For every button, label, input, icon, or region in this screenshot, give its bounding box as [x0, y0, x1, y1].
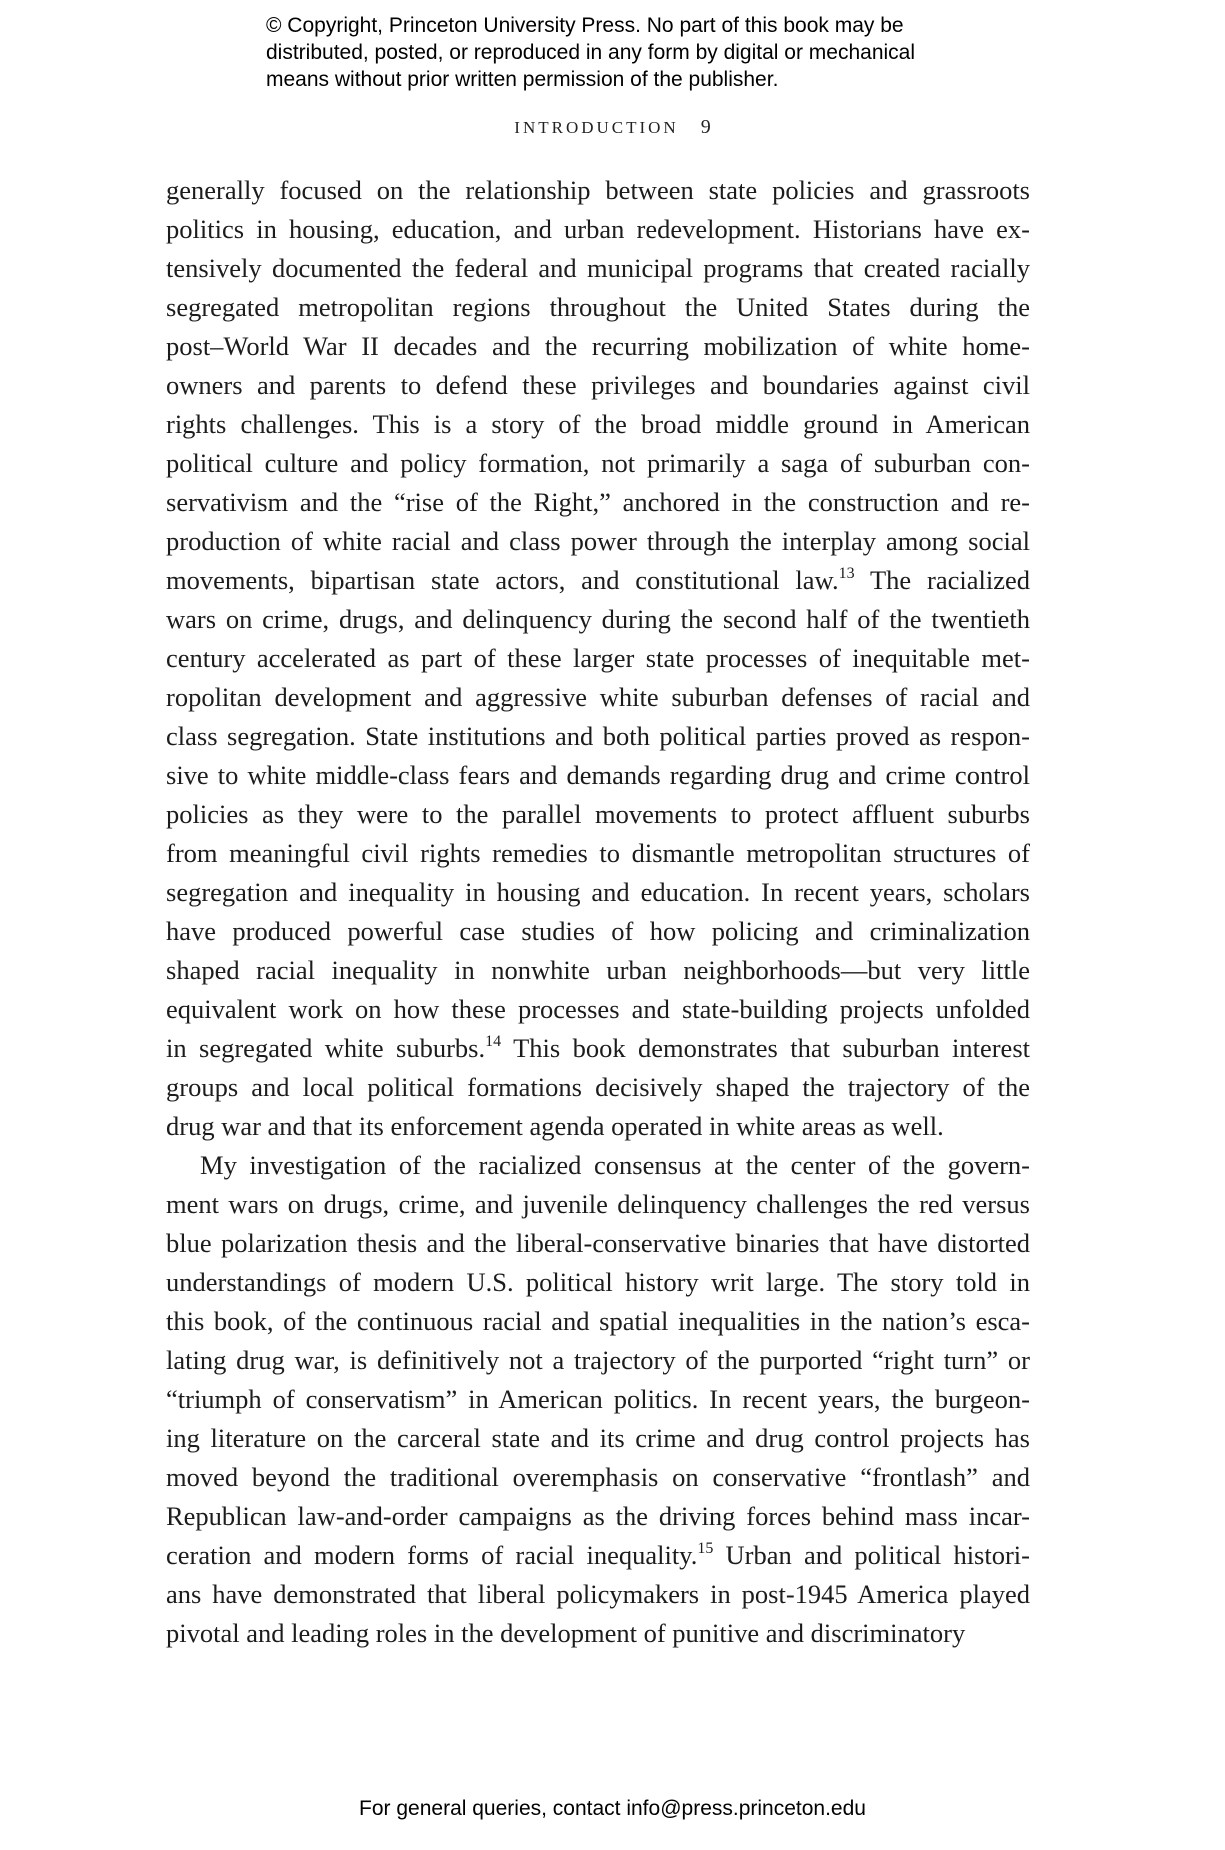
- body-line-text: This book demonstrates that suburban interest: [501, 1033, 1030, 1063]
- copyright-notice: [266, 12, 1026, 93]
- body-line: servativism and the “rise of the Right,” anchored in the construction and re-: [166, 487, 1030, 517]
- body-line: [166, 1029, 1030, 1068]
- body-line: wars on crime, drugs, and delinquency during the second half of the twentieth: [166, 604, 1030, 634]
- body-line: policies as they were to the parallel movements to protect affluent suburbs: [166, 799, 1030, 829]
- body-line: drug war and that its enforcement agenda operated in white areas as well.: [166, 1111, 944, 1141]
- body-line-text: Urban and political histori-: [713, 1540, 1030, 1570]
- footer-contact: For general queries, contact info@press.princeton.edu: [359, 1797, 866, 1820]
- body-line-text: The racialized: [854, 565, 1030, 595]
- body-line: politics in housing, education, and urban redevelopment. Historians have ex-: [166, 214, 1030, 244]
- body-line: ment wars on drugs, crime, and juvenile delinquency challenges the red versus: [166, 1189, 1030, 1219]
- body-line: ropolitan development and aggressive white suburban defenses of racial and: [166, 682, 1030, 712]
- copyright-line: distributed, posted, or reproduced in any form by digital or mechanical: [266, 41, 916, 64]
- body-line: segregation and inequality in housing and education. In recent years, scholars: [166, 877, 1030, 907]
- body-line: owners and parents to defend these privileges and boundaries against civil: [166, 370, 1030, 400]
- body-line: political culture and policy formation, not primarily a saga of suburban con-: [166, 448, 1030, 478]
- body-line: post–World War II decades and the recurring mobilization of white home-: [166, 331, 1030, 361]
- body-line: generally focused on the relationship between state policies and grassroots: [166, 175, 1030, 205]
- body-line: this book, of the continuous racial and spatial inequalities in the nation’s esca-: [166, 1306, 1030, 1336]
- body-line: blue polarization thesis and the liberal-conservative binaries that have distorted: [166, 1228, 1030, 1258]
- body-line: [166, 1536, 1030, 1575]
- footnote-marker: 13: [838, 565, 855, 582]
- body-line: tensively documented the federal and municipal programs that created racially: [166, 253, 1030, 283]
- body-line: My investigation of the racialized consensus at the center of the govern-: [200, 1150, 1030, 1180]
- body-text: [166, 171, 1030, 1653]
- copyright-line: means without prior written permission of the publisher.: [266, 68, 779, 91]
- body-line: have produced powerful case studies of how policing and criminalization: [166, 916, 1030, 946]
- footnote-marker: 15: [697, 1540, 714, 1557]
- body-line: understandings of modern U.S. political history writ large. The story told in: [166, 1267, 1030, 1297]
- body-line: rights challenges. This is a story of the broad middle ground in American: [166, 409, 1030, 439]
- body-line: pivotal and leading roles in the development of punitive and discriminatory: [166, 1618, 966, 1648]
- body-line-text: in segregated white suburbs.: [166, 1033, 486, 1063]
- body-line-text: ceration and modern forms of racial inequality.: [166, 1540, 698, 1570]
- body-line: production of white racial and class power through the interplay among social: [166, 526, 1030, 556]
- body-line: from meaningful civil rights remedies to dismantle metropolitan structures of: [166, 838, 1030, 868]
- body-line: ans have demonstrated that liberal policymakers in post-1945 America played: [166, 1579, 1030, 1609]
- footnote-marker: 14: [485, 1033, 502, 1050]
- body-line: century accelerated as part of these larger state processes of inequitable met-: [166, 643, 1030, 673]
- body-line: lating drug war, is definitively not a trajectory of the purported “right turn” or: [166, 1345, 1030, 1375]
- body-line: ing literature on the carceral state and its crime and drug control projects has: [166, 1423, 1030, 1453]
- body-line: equivalent work on how these processes and state-building projects unfolded: [166, 994, 1030, 1024]
- body-line: shaped racial inequality in nonwhite urban neighborhoods—but very little: [166, 955, 1030, 985]
- page-number: 9: [700, 116, 711, 138]
- body-line: “triumph of conservatism” in American politics. In recent years, the burgeon-: [166, 1384, 1030, 1414]
- body-line: [166, 561, 1030, 600]
- body-line: segregated metropolitan regions throughout the United States during the: [166, 292, 1030, 322]
- running-head-label: INTRODUCTION: [514, 118, 679, 137]
- body-line: Republican law-and-order campaigns as the driving forces behind mass incar-: [166, 1501, 1030, 1531]
- body-line: groups and local political formations decisively shaped the trajectory of the: [166, 1072, 1030, 1102]
- copyright-line: © Copyright, Princeton University Press. No part of this book may be: [266, 14, 904, 37]
- running-head: [0, 116, 1225, 139]
- body-line: sive to white middle-class fears and demands regarding drug and crime control: [166, 760, 1030, 790]
- body-line: moved beyond the traditional overemphasis on conservative “frontlash” and: [166, 1462, 1030, 1492]
- body-line-text: movements, bipartisan state actors, and constitutional law.: [166, 565, 839, 595]
- body-line: class segregation. State institutions and both political parties proved as respon-: [166, 721, 1030, 751]
